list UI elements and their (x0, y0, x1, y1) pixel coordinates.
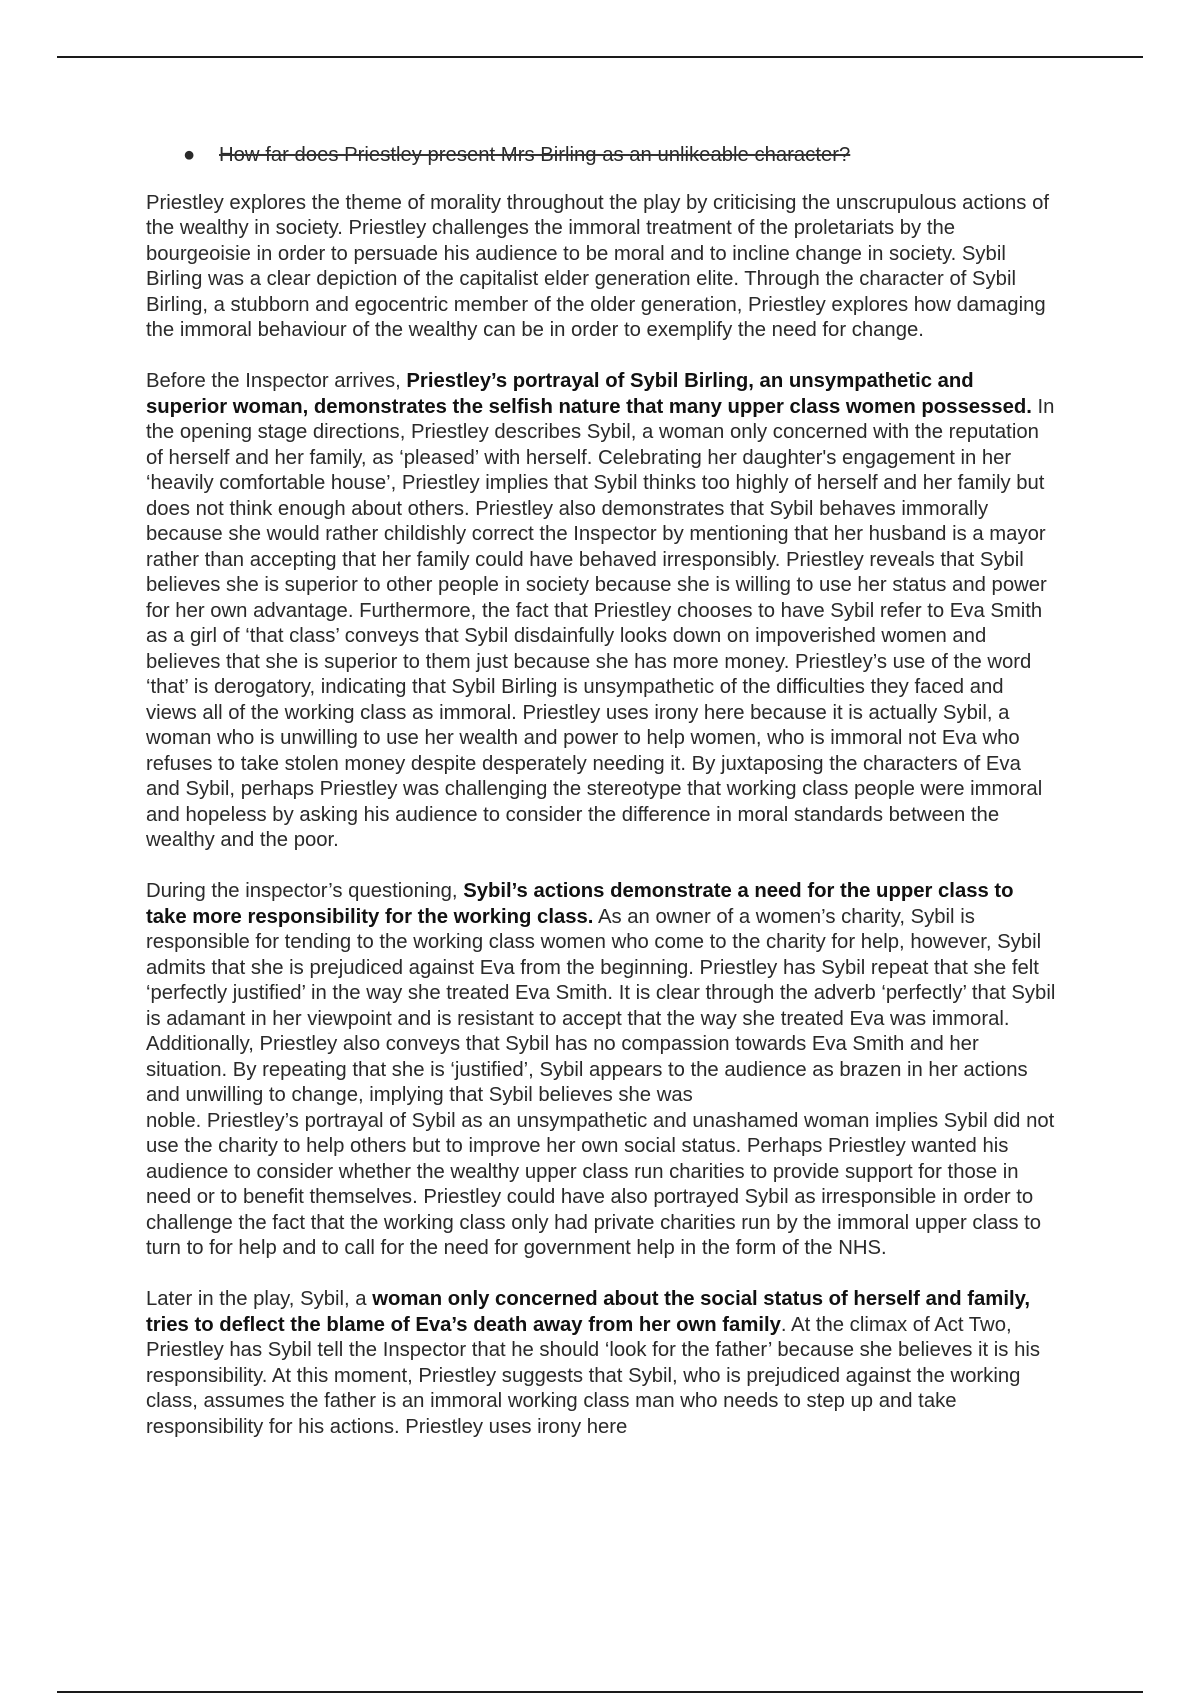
paragraph-body: As an owner of a women’s charity, Sybil is responsible for tending to the working class women who come to the charity for help, however, Sybil admits that she is prejudiced against Eva from the beginning. Priestley has Sybil repeat that she felt ‘perfectly justified’ in the way she treated Eva Smith. It is clear through the adverb ‘perfectly’ that Sybil is adamant in her viewpoint and is resistant to accept that the way she treated Eva was immoral. Additionally, Priestley also conveys that Sybil has no compassion towards Eva Smith and her situation. By repeating that she is ‘justified’, Sybil appears to the audience as brazen in her actions and unwilling to change, implying that Sybil believes she was (146, 905, 1056, 1106)
paragraph-topic-sentence: Sybil’s actions demonstrate a need for the upper class to take more responsibility for the working class. (146, 880, 1014, 928)
bullet-icon: ● (183, 144, 196, 166)
paragraph-lead: During the inspector’s questioning, (146, 880, 464, 902)
footer-rule (57, 1691, 1143, 1693)
paragraph-lead: Later in the play, Sybil, a (146, 1288, 373, 1310)
paragraph-body: In the opening stage directions, Priestley describes Sybil, a woman only concerned with the reputation of herself and her family, as ‘pleased’ with herself. Celebrating her daughter's engagement in her ‘heavily comfortable house’, Priestley implies that Sybil thinks too highly of herself and her family but does not think enough about others. Priestley also demonstrates that Sybil behaves immorally because she would rather childishly correct the Inspector by mentioning that her husband is a mayor rather than accepting that her family could have behaved irresponsibly. Priestley reveals that Sybil believes she is superior to other people in society because she is willing to use her status and power for her own advantage. Furthermore, the fact that Priestley chooses to have Sybil refer to Eva Smith as a girl of ‘that class’ conveys that Sybil disdainfully looks down on impoverished women and believes that she is superior to them just because she has more money. Priestley’s use of the word ‘that’ is derogatory, indicating that Sybil Birling is unsympathetic of the difficulties they faced and views all of the working class as immoral. Priestley uses irony here because it is actually Sybil, a woman who is unwilling to use her wealth and power to help women, who is immoral not Eva who refuses to take stolen money despite desperately needing it. By juxtaposing the characters of Eva and Sybil, perhaps Priestley was challenging the stereotype that working class people were immoral and hopeless by asking his audience to consider the difference in moral standards between the wealthy and the poor. (146, 395, 1055, 851)
paragraph-introduction (146, 191, 1058, 344)
paragraph-topic-sentence: woman only concerned about the social status of herself and family, tries to deflect the blame of Eva’s death away from her own family (146, 1288, 1031, 1336)
paragraph-topic-sentence: Priestley’s portrayal of Sybil Birling, an unsympathetic and superior woman, demonstrates the selfish nature that many upper class women possessed. (146, 370, 1032, 418)
essay-body (146, 143, 1058, 1466)
paragraph-lead: Before the Inspector arrives, (146, 370, 407, 392)
question-text: How far does Priestley present Mrs Birling as an unlikeable character? (219, 144, 851, 166)
header-rule (57, 56, 1143, 58)
paragraph-body-continued: noble. Priestley’s portrayal of Sybil as an unsympathetic and unashamed woman implies Sybil did not use the charity to help others but to improve her own social status. Perhaps Priestley wanted his audience to consider whether the wealthy upper class run charities to provide support for those in need or to benefit themselves. Priestley could have also portrayed Sybil as irresponsible in order to challenge the fact that the working class only had private charities run by the immoral upper class to turn to for help and to call for the need for government help in the form of the NHS. (146, 1109, 1055, 1259)
paragraph-body: . At the climax of Act Two, Priestley has Sybil tell the Inspector that he should ‘look for the father’ because she believes it is his responsibility. At this moment, Priestley suggests that Sybil, who is prejudiced against the working class, assumes the father is an immoral working class man who needs to step up and take responsibility for his actions. Priestley uses irony here (146, 1313, 1040, 1438)
paragraph-before-inspector (146, 369, 1058, 854)
essay-question (146, 143, 1058, 169)
paragraph-later-in-play (146, 1287, 1058, 1440)
intro-text: Priestley explores the theme of morality throughout the play by criticising the unscrupulous actions of the wealthy in society. Priestley challenges the immoral treatment of the proletariats by the bourgeoisie in order to persuade his audience to be moral and to incline change in society. Sybil Birling was a clear depiction of the capitalist elder generation elite. Through the character of Sybil Birling, a stubborn and egocentric member of the older generation, Priestley explores how damaging the immoral behaviour of the wealthy can be in order to exemplify the need for change. (146, 191, 1049, 341)
paragraph-questioning (146, 879, 1058, 1262)
